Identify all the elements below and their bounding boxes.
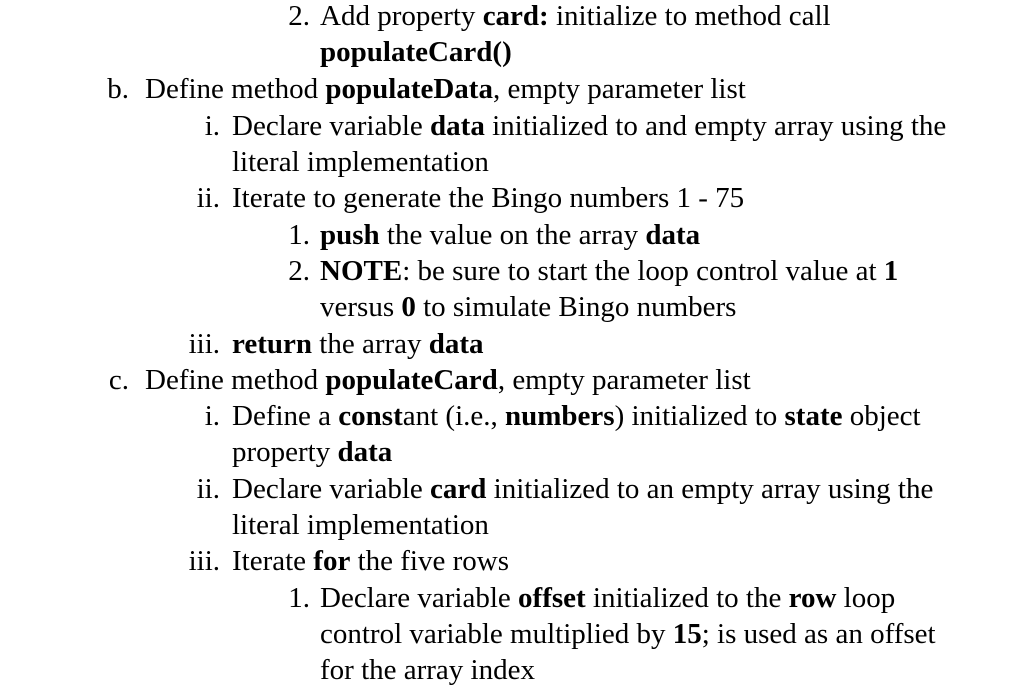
- list-marker: ii.: [196, 182, 220, 214]
- bold-text: numbers: [505, 400, 615, 432]
- text-run: the five rows: [350, 545, 509, 577]
- bold-text: card: [430, 473, 487, 505]
- text-run: initialized to an empty array using the: [486, 473, 934, 505]
- bold-text: 15: [672, 618, 702, 650]
- list-marker: i.: [204, 110, 220, 142]
- text-run: to simulate Bingo numbers: [415, 291, 737, 323]
- text-run: the array: [312, 328, 429, 360]
- document-line: [320, 289, 736, 325]
- text-run: ) initialized to: [614, 400, 785, 432]
- text-run: Add property: [320, 0, 483, 32]
- bold-text: push: [320, 219, 380, 251]
- document-line: [232, 434, 392, 470]
- text-run: Declare variable: [232, 110, 431, 142]
- bold-text: const: [338, 400, 403, 432]
- bold-text: card:: [482, 0, 549, 32]
- bold-text: for: [313, 545, 351, 577]
- bold-text: return: [232, 328, 313, 360]
- bold-text: populateData: [325, 73, 493, 105]
- text-run: Declare variable: [232, 473, 431, 505]
- document-line: [232, 326, 484, 362]
- bold-text: 1: [883, 255, 899, 287]
- list-marker: ii.: [196, 473, 220, 505]
- text-run: initialized to the: [585, 582, 789, 614]
- document-line: [232, 108, 946, 144]
- document-line: [320, 217, 700, 253]
- text-run: initialize to method call: [548, 0, 831, 32]
- text-run: property: [232, 436, 338, 468]
- list-marker: c.: [108, 364, 129, 396]
- document-line: [232, 471, 933, 507]
- text-run: ; is used as an offset: [701, 618, 936, 650]
- list-marker: i.: [204, 400, 220, 432]
- text-run: , empty parameter list: [497, 364, 751, 396]
- text-run: Define method: [145, 364, 326, 396]
- text-run: , empty parameter list: [492, 73, 746, 105]
- bold-text: offset: [518, 582, 586, 614]
- bold-text: populateCard(): [320, 36, 512, 68]
- text-run: Define method: [145, 73, 326, 105]
- text-run: Define a: [232, 400, 339, 432]
- document-line: [320, 652, 535, 688]
- document-line: [232, 543, 509, 579]
- bold-text: state: [784, 400, 843, 432]
- list-marker: 1.: [288, 582, 310, 614]
- list-marker: 1.: [288, 219, 310, 251]
- text-run: control variable multiplied by: [320, 618, 673, 650]
- document-line: [232, 507, 489, 543]
- document-line: [145, 362, 751, 398]
- text-run: Declare variable: [320, 582, 519, 614]
- document-line: [320, 253, 898, 289]
- bold-text: 0: [401, 291, 416, 323]
- bold-text: NOTE: [320, 255, 403, 287]
- bold-text: data: [430, 110, 485, 142]
- text-run: initialized to and empty array using the: [484, 110, 947, 142]
- text-run: the value on the array: [379, 219, 646, 251]
- text-run: object: [842, 400, 921, 432]
- text-run: Iterate to generate the Bingo numbers 1 - 75: [232, 182, 745, 214]
- document-line: [320, 580, 895, 616]
- document-line: [320, 616, 936, 652]
- bold-text: data: [428, 328, 484, 360]
- bold-text: populateCard: [325, 364, 498, 396]
- document-line: [320, 0, 831, 34]
- text-run: literal implementation: [232, 146, 489, 178]
- text-run: ant (i.e.,: [402, 400, 505, 432]
- document-line: [232, 398, 921, 434]
- text-run: for the array index: [320, 654, 535, 686]
- list-marker: 2.: [288, 0, 310, 32]
- list-marker: iii.: [188, 545, 220, 577]
- document-line: [145, 71, 746, 107]
- text-run: : be sure to start the loop control value at: [402, 255, 884, 287]
- document-line: [232, 144, 489, 180]
- document-line: [320, 34, 512, 70]
- text-run: loop: [836, 582, 896, 614]
- list-marker: iii.: [188, 328, 220, 360]
- bold-text: data: [645, 219, 701, 251]
- list-marker: b.: [107, 73, 129, 105]
- bold-text: row: [788, 582, 837, 614]
- text-run: versus: [320, 291, 402, 323]
- text-run: Iterate: [232, 545, 314, 577]
- bold-text: data: [337, 436, 393, 468]
- list-marker: 2.: [288, 255, 310, 287]
- document-line: [232, 180, 744, 216]
- text-run: literal implementation: [232, 509, 489, 541]
